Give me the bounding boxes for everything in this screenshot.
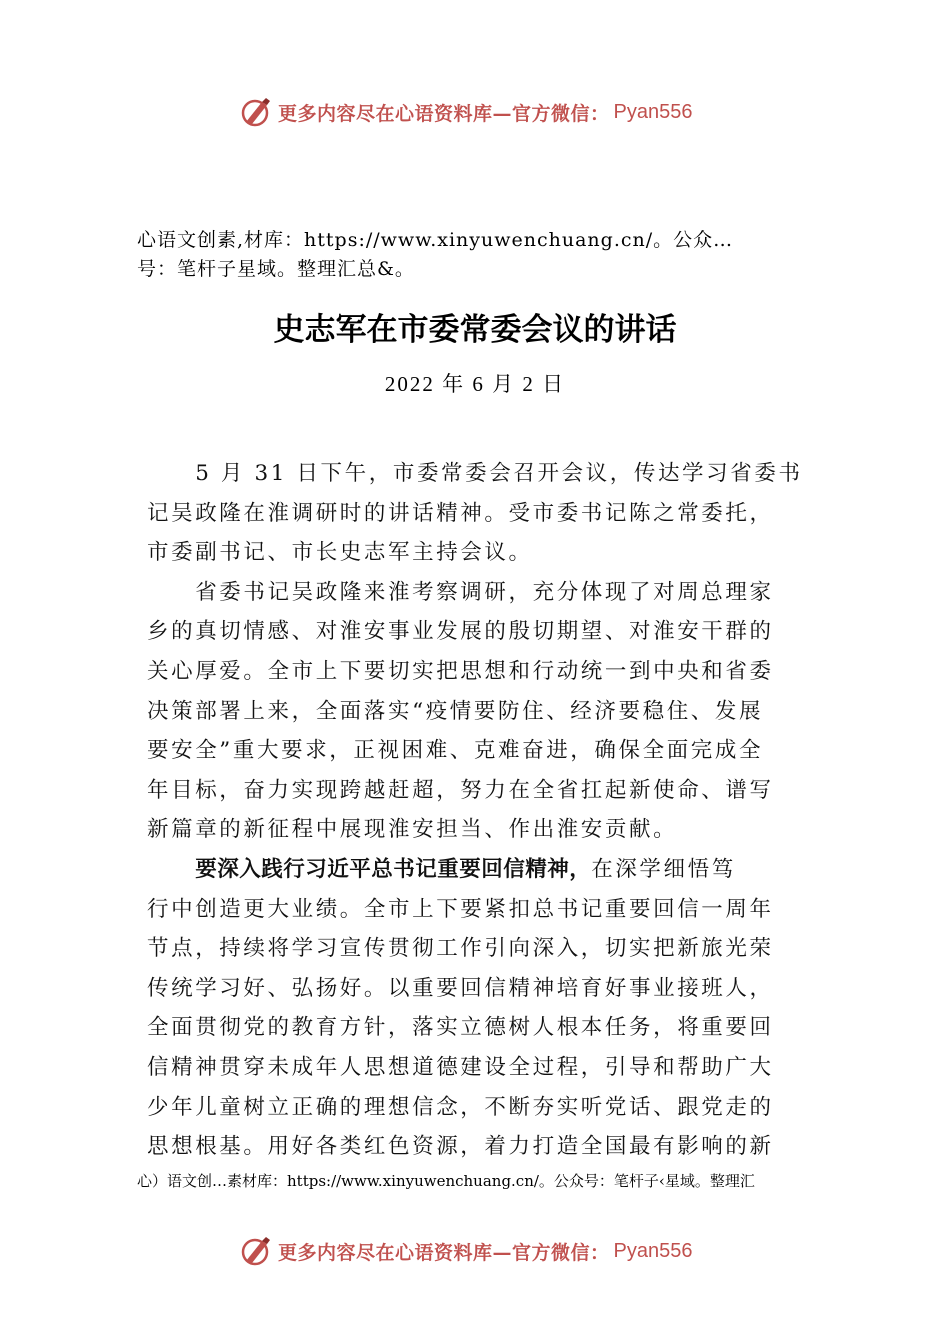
footer-watermark-note: 心）语文创…素材库：https://www.xinyuwenchuang.cn/。公众号：笔杆子‹星域。整理汇 <box>137 1172 755 1190</box>
document-body <box>147 454 812 1167</box>
pen-logo-icon <box>240 96 272 128</box>
header-banner <box>0 92 950 132</box>
watermark-line: 号：笔杆子星域。整理汇总&。 <box>137 258 415 280</box>
banner-text: 更多内容尽在心语资料库—官方微信： <box>278 1241 610 1264</box>
body-line: 年目标，奋力实现跨越赶超，努力在全省扛起新使命、谱写 <box>147 777 774 803</box>
body-line: 乡的真切情感、对淮安事业发展的殷切期望、对淮安干群的 <box>147 619 774 645</box>
body-line: 传统学习好、弘扬好。以重要回信精神培育好事业接班人， <box>147 975 774 1001</box>
banner-text: 更多内容尽在心语资料库—官方微信： <box>278 102 610 125</box>
body-line: 全面贯彻党的教育方针，落实立德树人根本任务，将重要回 <box>147 1015 774 1041</box>
body-line: 5 月 31 日下午，市委常委会召开会议，传达学习省委书 <box>147 461 803 486</box>
body-line: 记吴政隆在淮调研时的讲话精神。受市委书记陈之常委托， <box>147 500 774 526</box>
pen-logo-icon <box>240 1235 272 1267</box>
document-title: 史志军在市委常委会议的讲话 <box>273 312 677 348</box>
body-line: 决策部署上来，全面落实“疫情要防住、经济要稳住、发展 <box>147 698 764 724</box>
body-line-bold-lead <box>147 850 812 890</box>
bold-line-rest: 在深学细悟笃 <box>591 856 736 882</box>
body-line: 少年儿童树立正确的理想信念，不断夯实听党话、跟党走的 <box>147 1094 774 1120</box>
watermark-line: 心语文创素,材库：https://www.xinyuwenchuang.cn/。公众… <box>137 229 734 251</box>
document-date: 2022 年 6 月 2 日 <box>384 372 566 396</box>
body-line: 行中创造更大业绩。全市上下要紧扣总书记重要回信一周年 <box>147 896 774 922</box>
body-line: 节点，持续将学习宣传贯彻工作引向深入，切实把新旅光荣 <box>147 936 774 962</box>
bold-heading: 要深入践行习近平总书记重要回信精神， <box>195 856 592 882</box>
body-line: 信精神贯穿未成年人思想道德建设全过程，引导和帮助广大 <box>147 1054 774 1080</box>
body-line: 要安全”重大要求，正视困难、克难奋进，确保全面完成全 <box>147 738 764 764</box>
body-line: 市委副书记、市长史志军主持会议。 <box>147 540 533 566</box>
body-line: 新篇章的新征程中展现淮安担当、作出淮安贡献。 <box>147 817 678 843</box>
watermark-note <box>137 226 857 284</box>
body-line: 思想根基。用好各类红色资源，着力打造全国最有影响的新 <box>147 1134 774 1160</box>
banner-wechat-id: Pyan556 <box>613 100 693 123</box>
body-line: 关心厚爱。全市上下要切实把思想和行动统一到中央和省委 <box>147 658 774 684</box>
footer-banner <box>0 1231 950 1271</box>
banner-wechat-id: Pyan556 <box>613 1239 693 1262</box>
body-line: 省委书记吴政隆来淮考察调研，充分体现了对周总理家 <box>147 579 774 605</box>
